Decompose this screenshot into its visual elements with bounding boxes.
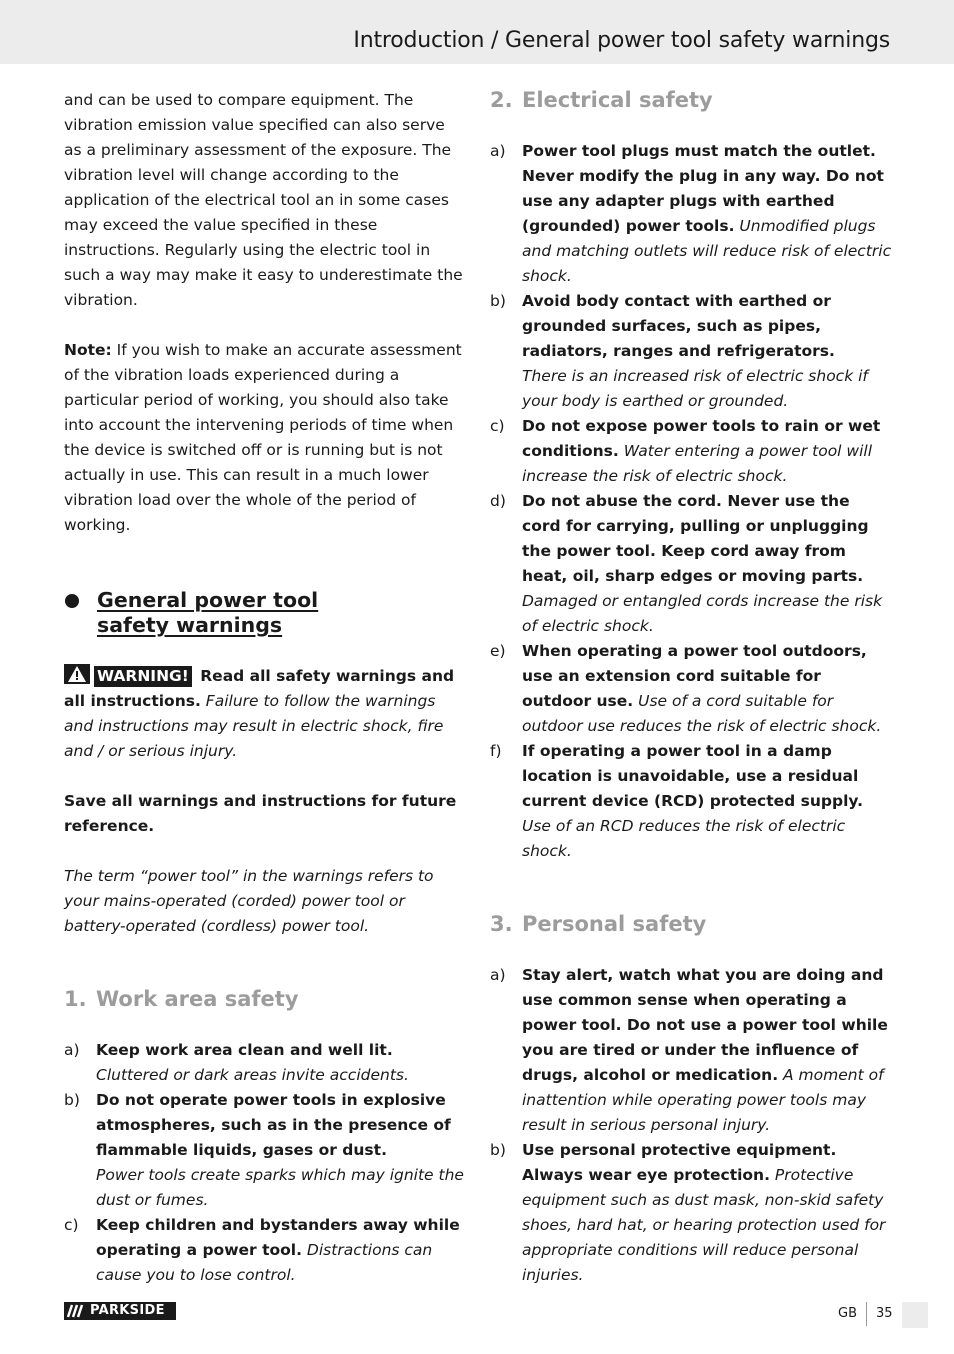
item-label: e) xyxy=(490,642,506,660)
logo-stripes-icon xyxy=(64,1302,86,1320)
warning-badge: WARNING! xyxy=(94,666,192,687)
item-italic: Use of an RCD reduces the risk of electric shock. xyxy=(522,817,846,860)
list-item xyxy=(490,1138,892,1288)
item-bold: Use personal protective equipment. Always wear eye protection. xyxy=(522,1141,837,1184)
item-italic: Unmodified plugs and matching outlets will reduce risk of electric shock. xyxy=(522,217,892,285)
section-title: Personal safety xyxy=(522,912,707,936)
item-bold: Do not abuse the cord. Never use the cord for carrying, pulling or unplugging the power tool. Keep cord away from heat, oil, sharp edges or moving parts. xyxy=(522,492,869,585)
item-italic: Damaged or entangled cords increase the risk of electric shock. xyxy=(522,592,883,635)
note-text: If you wish to make an accurate assessment of the vibration loads experienced during a particular period of working, you should also take into account the intervening periods of time when the device is switched off or is running but is not actually in use. This can result in a much lower vibration load over the whole of the period of working. xyxy=(64,341,462,534)
list-item xyxy=(64,1088,464,1213)
item-bold: If operating a power tool in a damp location is unavoidable, use a residual current device (RCD) protected supply. xyxy=(522,742,863,810)
section-title: Electrical safety xyxy=(522,88,713,112)
section-number: 3. xyxy=(490,912,513,936)
general-heading-line2: safety warnings xyxy=(97,613,283,637)
list-item xyxy=(64,1213,464,1288)
item-italic: A moment of inattention while operating power tools may result in serious personal injury. xyxy=(522,1066,884,1134)
item-label: a) xyxy=(64,1041,80,1059)
item-italic: Protective equipment such as dust mask, non-skid safety shoes, hard hat, or hearing protection used for appropriate conditions will reduce personal injuries. xyxy=(522,1166,886,1284)
list-item xyxy=(490,639,892,739)
item-italic: There is an increased risk of electric shock if your body is earthed or grounded. xyxy=(522,367,868,410)
list-item xyxy=(64,1038,464,1088)
section-number: 2. xyxy=(490,88,513,112)
footer-divider xyxy=(866,1302,867,1326)
item-bold: Avoid body contact with earthed or grounded surfaces, such as pipes, radiators, ranges and refrigerators. xyxy=(522,292,835,360)
general-warnings-heading xyxy=(64,588,464,638)
right-column xyxy=(490,88,892,1288)
item-label: c) xyxy=(490,417,505,435)
item-bold: Do not expose power tools to rain or wet conditions. xyxy=(522,417,881,460)
electrical-safety-heading xyxy=(490,88,892,113)
brand-name: PARKSIDE xyxy=(90,1303,165,1318)
item-label: b) xyxy=(490,292,506,310)
list-item xyxy=(490,414,892,489)
note-paragraph xyxy=(64,338,464,538)
item-bold: Do not operate power tools in explosive atmospheres, such as in the presence of flammable liquids, gases or dust. xyxy=(96,1091,451,1159)
term-definition-text: The term “power tool” in the warnings refers to your mains-operated (corded) power tool or battery-operated (cordless) power tool. xyxy=(64,867,434,935)
item-bold: Keep work area clean and well lit. xyxy=(96,1041,393,1059)
list-item xyxy=(490,489,892,639)
page-title: Introduction / General power tool safety warnings xyxy=(353,28,890,53)
section-number: 1. xyxy=(64,987,87,1011)
item-italic: Water entering a power tool will increase the risk of electric shock. xyxy=(522,442,873,485)
item-label: f) xyxy=(490,742,502,760)
footer-tab-marker xyxy=(902,1302,928,1328)
warning-paragraph xyxy=(64,664,464,764)
list-item xyxy=(490,139,892,289)
list-item xyxy=(490,739,892,864)
section-title: Work area safety xyxy=(96,987,299,1011)
intro-paragraph: and can be used to compare equipment. The vibration emission value specified can also serve as a preliminary assessment of the exposure. The vibration level will change according to the application of the electrical tool an in some cases may exceed the value specified in these instructions. Regularly using the electric tool in such a way may make it easy to underestimate the vibration. xyxy=(64,91,463,309)
bullet-dot-icon xyxy=(65,594,79,608)
list-item xyxy=(490,289,892,414)
item-bold: Stay alert, watch what you are doing and use common sense when operating a power tool. Do not use a power tool while you are tired or under the influence of drugs, alcohol or medication. xyxy=(522,966,888,1084)
item-italic: Cluttered or dark areas invite accidents. xyxy=(96,1066,409,1084)
save-instructions-text: Save all warnings and instructions for future reference. xyxy=(64,792,457,835)
list-item xyxy=(490,963,892,1138)
general-heading-line1: General power tool xyxy=(97,588,319,612)
item-italic: Power tools create sparks which may ignite the dust or fumes. xyxy=(96,1166,464,1209)
item-bold: When operating a power tool outdoors, use an extension cord suitable for outdoor use. xyxy=(522,642,867,710)
warning-bold-text: Read all safety warnings and all instructions. xyxy=(64,667,455,710)
item-label: b) xyxy=(64,1091,80,1109)
page-number: 35 xyxy=(876,1306,893,1321)
item-label: a) xyxy=(490,142,506,160)
warning-italic-text: Failure to follow the warnings and instructions may result in electric shock, fire and / or serious injury. xyxy=(64,692,444,760)
item-label: c) xyxy=(64,1216,79,1234)
item-label: a) xyxy=(490,966,506,984)
language-code: GB xyxy=(838,1306,857,1321)
left-column xyxy=(64,88,464,1288)
warning-triangle-icon xyxy=(64,664,90,684)
item-italic: Distractions can cause you to lose control. xyxy=(96,1241,433,1284)
page-header xyxy=(0,0,954,64)
item-label: b) xyxy=(490,1141,506,1159)
work-area-heading xyxy=(64,987,464,1012)
item-label: d) xyxy=(490,492,506,510)
item-italic: Use of a cord suitable for outdoor use reduces the risk of electric shock. xyxy=(522,692,882,735)
note-label: Note: xyxy=(64,341,112,359)
personal-safety-heading xyxy=(490,912,892,937)
brand-logo xyxy=(64,1302,176,1320)
item-bold: Keep children and bystanders away while operating a power tool. xyxy=(96,1216,460,1259)
item-bold: Power tool plugs must match the outlet. Never modify the plug in any way. Do not use any adapter plugs with earthed (grounded) power tools. xyxy=(522,142,884,235)
